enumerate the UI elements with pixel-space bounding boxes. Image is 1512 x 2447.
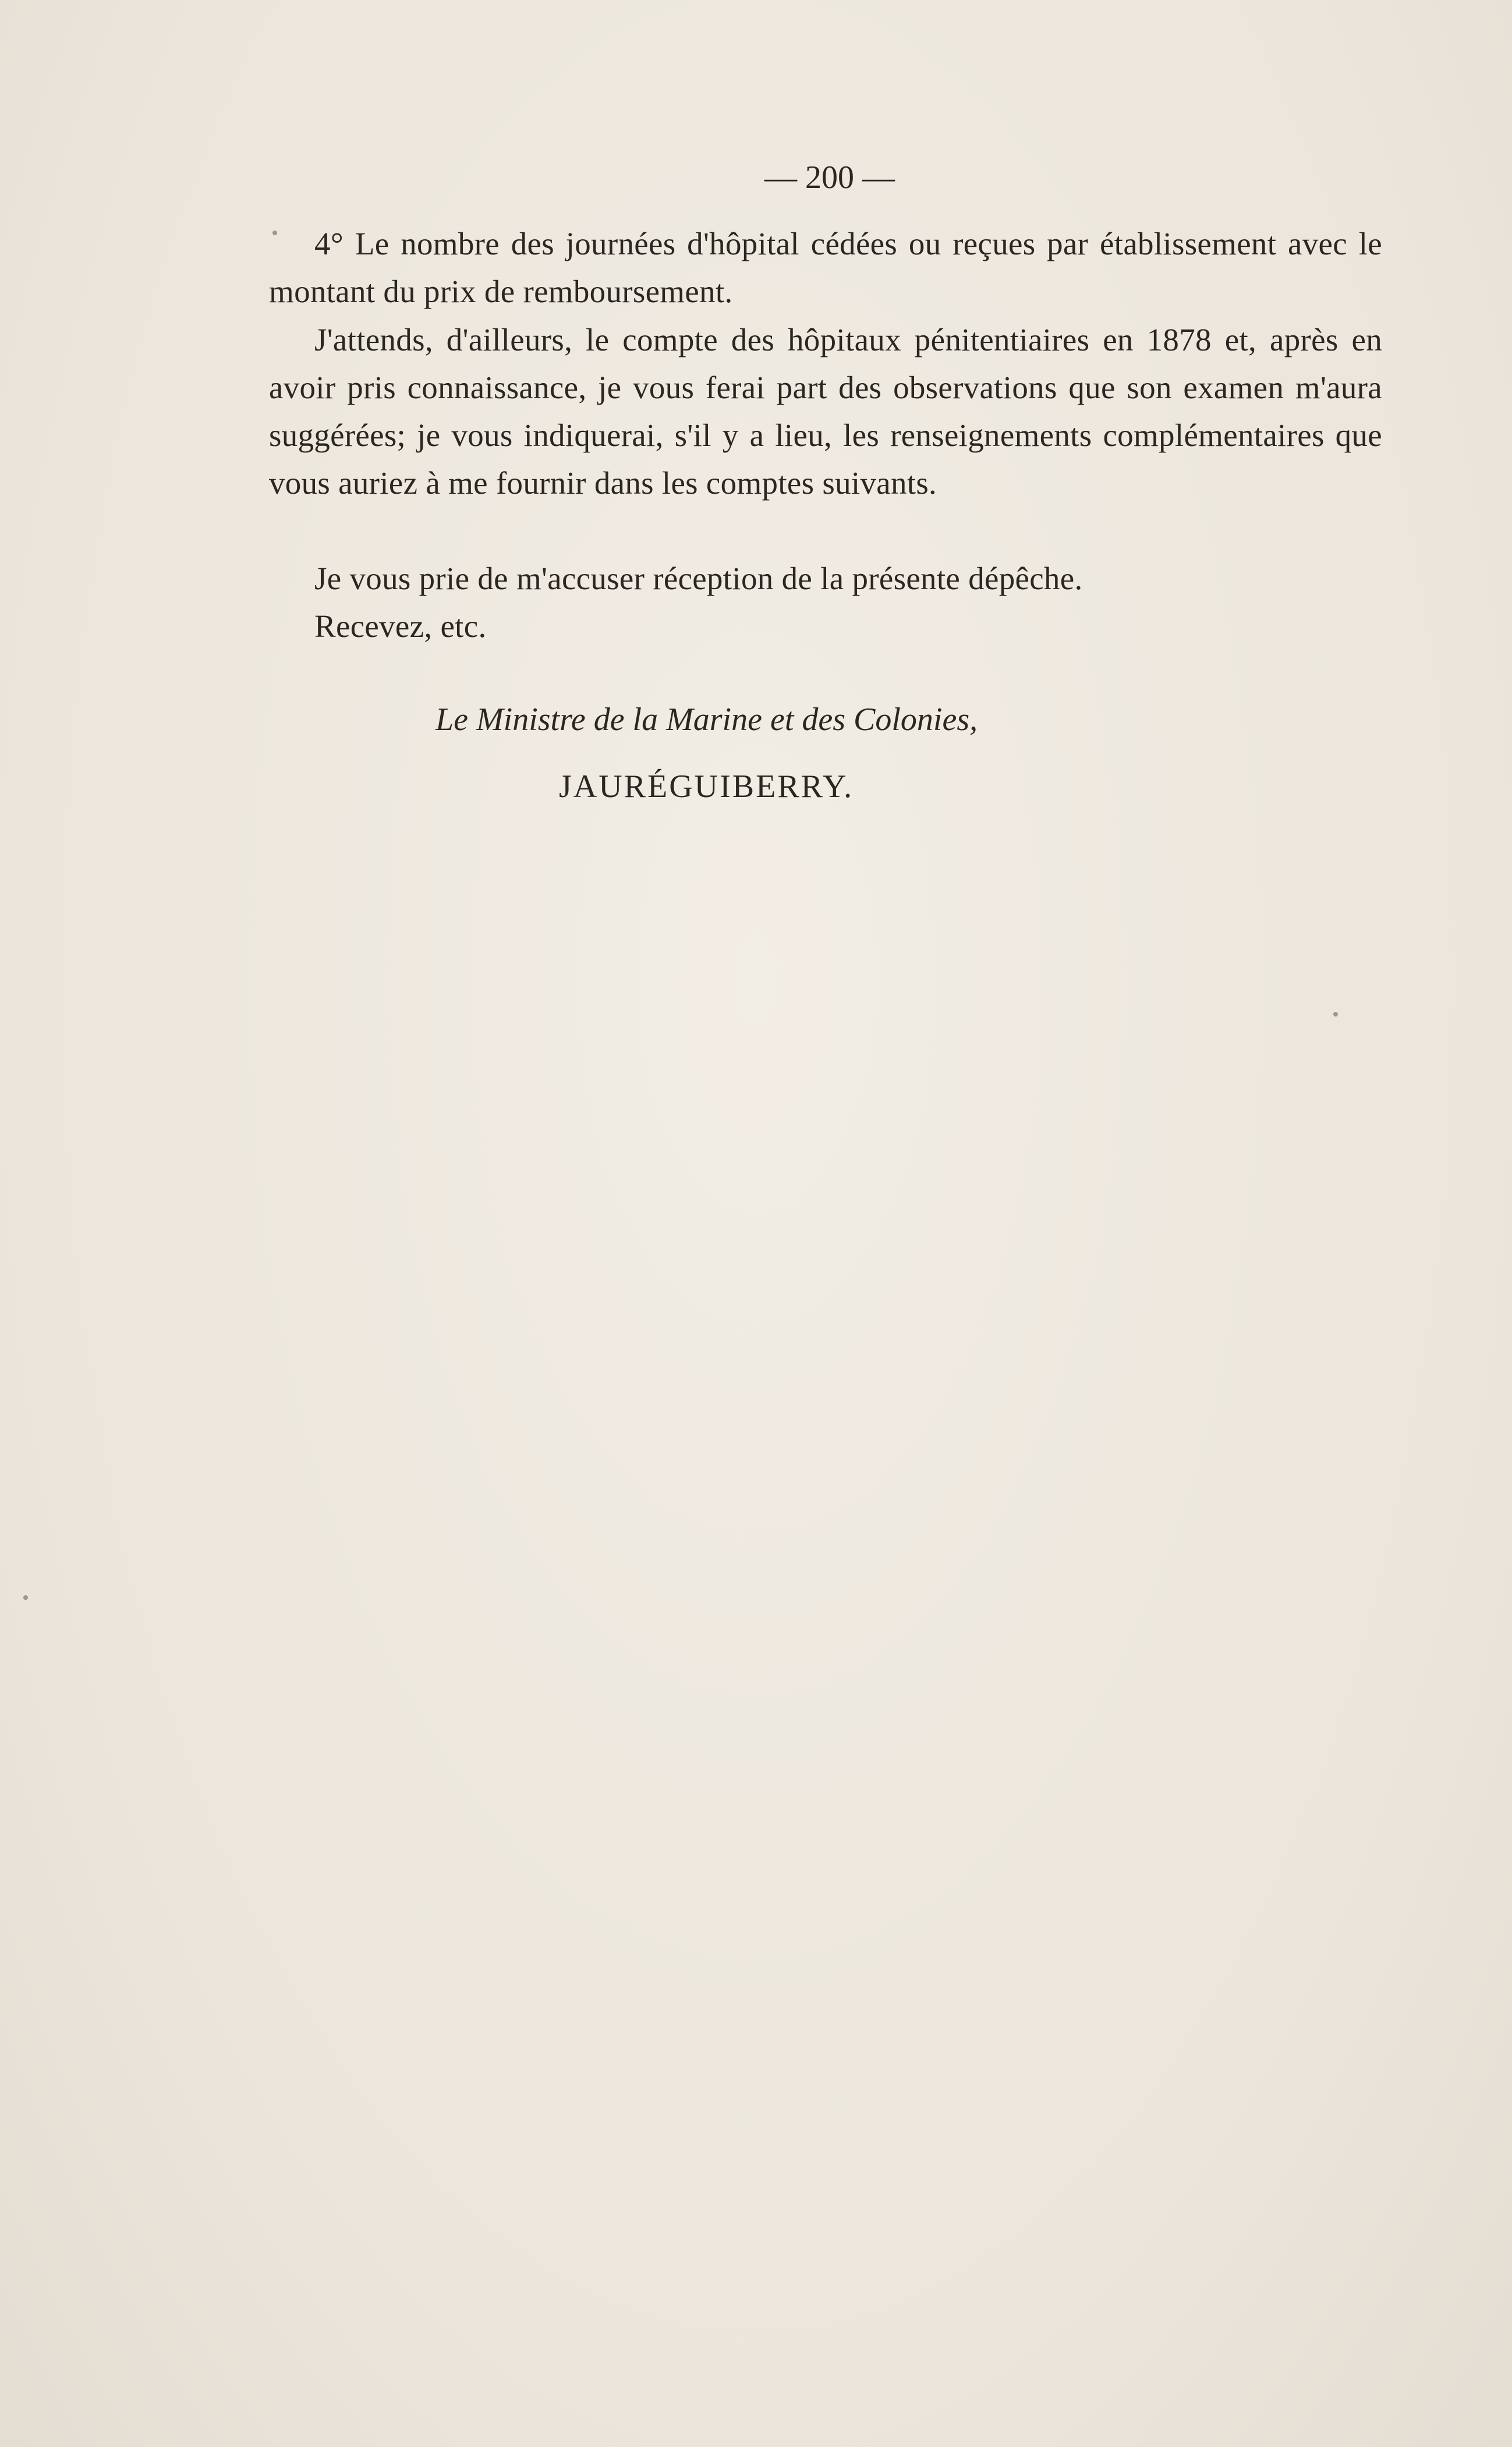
paper-speck	[1333, 1012, 1338, 1017]
paragraph-accuse-reception: Je vous prie de m'accuser réception de la présente dépêche.	[314, 561, 1083, 596]
page-number: — 200 —	[764, 160, 895, 196]
paragraph-hopitaux-penitentiaires: J'attends, d'ailleurs, le compte des hôpitaux pénitentiaires en 1878 et, après en avoir pris connaissance, je vous ferai part des observations que son examen m'aura suggérées; je vous indiquerai, s'il y a lieu, les renseignements complémentaires que vous auriez à me fournir dans les comptes suivants.	[269, 322, 1382, 501]
paper-speck	[272, 231, 277, 235]
signature-name: JAURÉGUIBERRY.	[559, 769, 854, 805]
paragraph-recevez: Recevez, etc.	[314, 608, 487, 644]
paragraph-item-4: 4° Le nombre des journées d'hôpital cédées ou reçues par établissement avec le montant du prix de remboursement.	[269, 226, 1382, 309]
paper-speck	[23, 1595, 28, 1600]
signature-title: Le Ministre de la Marine et des Colonies,	[435, 702, 978, 738]
